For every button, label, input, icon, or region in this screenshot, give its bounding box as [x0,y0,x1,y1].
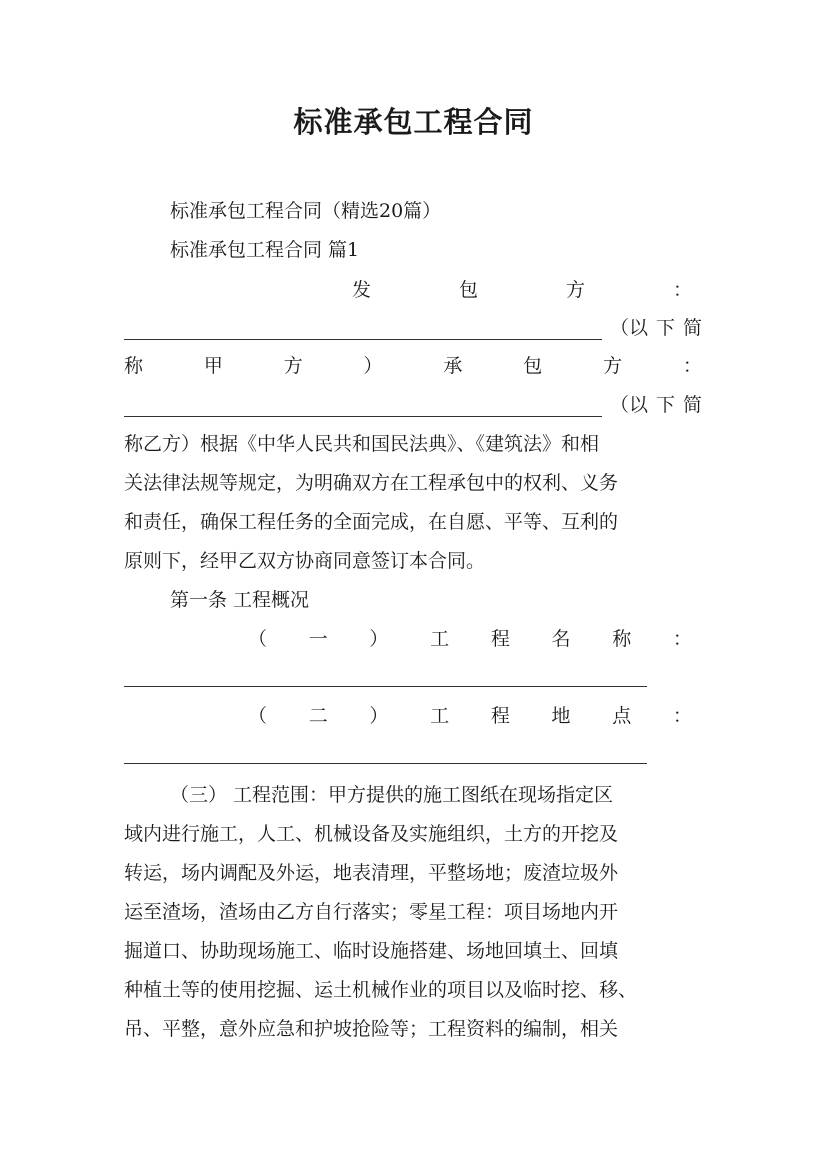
item-char: 称 [612,628,632,650]
tail-char: （以 [610,394,649,416]
item-char: 地 [551,705,571,727]
party-a-char: 包 [458,279,478,301]
party-a-label [352,278,692,302]
article-heading: 第一条 工程概况 [170,589,310,611]
item-char: ： [672,628,692,650]
document-title: 标准承包工程合同 [293,105,534,139]
party-a-close-line [124,354,702,378]
item-char: 工 [430,628,450,650]
tail-char: （以 [610,317,649,339]
document-subtitle: 标准承包工程合同（精选20篇） [170,200,442,222]
party-a-blank [124,339,602,340]
close-char: 方 [603,355,623,377]
paragraph-line: 运至渣场，渣场由乙方自行落实；零星工程：项目场地内开 [124,901,619,923]
short-b-tail [610,393,702,417]
close-char: ： [682,355,702,377]
party-a-char: ： [672,279,692,301]
item-char: ： [672,705,692,727]
paragraph-line: 关法律法规等规定，为明确双方在工程承包中的权利、义务 [124,472,619,494]
close-char: 包 [523,355,543,377]
tail-char: 简 [682,317,702,339]
party-b-blank [124,416,602,417]
party-a-char: 方 [565,279,585,301]
section-heading: 标准承包工程合同 篇1 [170,239,360,261]
item-char: 二 [308,705,328,727]
close-char: ） [363,355,383,377]
project-location-blank [124,763,647,764]
close-char: 称 [124,355,144,377]
tail-char: 下 [655,317,675,339]
item-char: （ [248,628,268,650]
close-char: 甲 [203,355,223,377]
item-char: 一 [308,628,328,650]
tail-char: 下 [655,394,675,416]
item-char: （ [248,705,268,727]
item-char: 点 [612,705,632,727]
tail-char: 简 [682,394,702,416]
item-char: 程 [490,705,510,727]
paragraph-line: 转运，场内调配及外运，地表清理，平整场地；废渣垃圾外 [124,862,619,884]
paragraph-line: 和责任，确保工程任务的全面完成，在自愿、平等、互利的 [124,511,619,533]
short-a-tail [610,316,702,340]
close-char: 承 [443,355,463,377]
paragraph-line: 原则下，经甲乙双方协商同意签订本合同。 [124,550,486,572]
paragraph-line: 种植土等的使用挖掘、运土机械作业的项目以及临时挖、移、 [124,979,638,1001]
item-char: 工 [430,705,450,727]
paragraph-line: 域内进行施工，人工、机械设备及实施组织，土方的开挖及 [124,823,619,845]
paragraph-line: （三） 工程范围：甲方提供的施工图纸在现场指定区 [170,784,614,806]
project-location-label [248,704,692,728]
item-char: 名 [551,628,571,650]
paragraph-line: 吊、平整，意外应急和护坡抢险等；工程资料的编制，相关 [124,1018,619,1040]
party-a-char: 发 [352,279,372,301]
item-char: ） [369,628,389,650]
project-name-blank [124,686,647,687]
paragraph-line: 掘道口、协助现场施工、临时设施搭建、场地回填土、回填 [124,940,619,962]
item-char: 程 [490,628,510,650]
item-char: ） [369,705,389,727]
project-name-label [248,627,692,651]
paragraph-line: 称乙方）根据《中华人民共和国民法典》、《建筑法》和相 [124,433,600,455]
close-char: 方 [283,355,303,377]
